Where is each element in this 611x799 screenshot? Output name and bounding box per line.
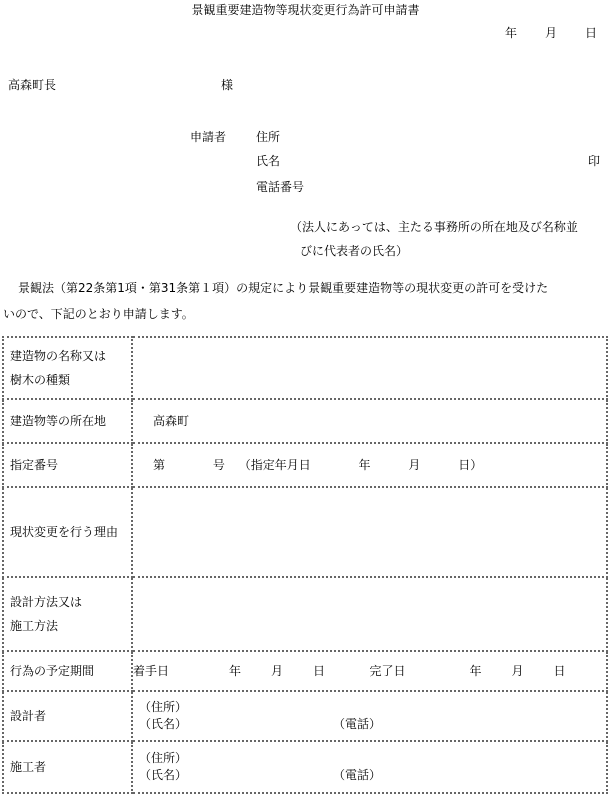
building-name-field[interactable] bbox=[132, 337, 607, 399]
applicant-phone-label: 電話番号 bbox=[256, 180, 305, 194]
contractor-label: 施工者 bbox=[3, 741, 132, 793]
designation-field[interactable]: 第 号 （指定年月日 年 月 日） bbox=[132, 443, 607, 487]
corporate-note-line2: びに代表者の氏名） bbox=[300, 244, 409, 258]
body-text-line2: いので、下記のとおり申請します。 bbox=[3, 307, 194, 321]
document-title: 景観重要建造物等現状変更行為許可申請書 bbox=[191, 3, 420, 17]
reason-label: 現状変更を行う理由 bbox=[3, 487, 132, 577]
period-label: 行為の予定期間 bbox=[3, 651, 132, 691]
date-month: 月 bbox=[544, 26, 557, 40]
recipient: 高森町長 bbox=[8, 78, 57, 92]
applicant-label: 申請者 bbox=[190, 130, 227, 144]
row-designer bbox=[3, 691, 607, 741]
end-date-label: 完了日 bbox=[369, 664, 406, 678]
location-value: 高森町 bbox=[153, 414, 190, 428]
row-reason bbox=[3, 487, 607, 577]
date-year: 年 bbox=[504, 26, 517, 40]
row-contractor bbox=[3, 741, 607, 793]
row-designation bbox=[3, 443, 607, 487]
designation-label: 指定番号 bbox=[3, 443, 132, 487]
designer-label: 設計者 bbox=[3, 691, 132, 741]
reason-field[interactable] bbox=[132, 487, 607, 577]
date-line bbox=[477, 24, 597, 41]
location-label: 建造物等の所在地 bbox=[3, 399, 132, 443]
corporate-note-line1: （法人にあっては、主たる事務所の所在地及び名称並 bbox=[290, 220, 578, 234]
row-location bbox=[3, 399, 607, 443]
method-field[interactable] bbox=[132, 577, 607, 651]
building-name-label: 建造物の名称又は 樹木の種類 bbox=[3, 337, 132, 399]
method-label: 設計方法又は 施工方法 bbox=[3, 577, 132, 651]
application-form-table bbox=[2, 336, 608, 794]
designer-field[interactable]: （住所） （氏名） （電話） bbox=[132, 691, 607, 741]
period-field bbox=[132, 651, 607, 691]
row-building-name bbox=[3, 337, 607, 399]
row-period bbox=[3, 651, 607, 691]
honorific: 様 bbox=[221, 78, 234, 92]
end-date-field[interactable]: 年 月 日 bbox=[469, 664, 566, 678]
applicant-address-label: 住所 bbox=[256, 130, 281, 144]
applicant-name-label: 氏名 bbox=[256, 154, 281, 168]
start-date-field[interactable]: 年 月 日 bbox=[229, 664, 326, 678]
start-date-label: 着手日 bbox=[133, 664, 170, 678]
date-day: 日 bbox=[584, 26, 597, 40]
row-method bbox=[3, 577, 607, 651]
body-text-line1: 景観法（第22条第1項・第31条第１項）の規定により景観重要建造物等の現状変更の許可を受けた bbox=[18, 281, 549, 295]
location-field[interactable] bbox=[132, 399, 607, 443]
seal-mark: 印 bbox=[588, 154, 601, 168]
contractor-field[interactable]: （住所） （氏名） （電話） bbox=[132, 741, 607, 793]
